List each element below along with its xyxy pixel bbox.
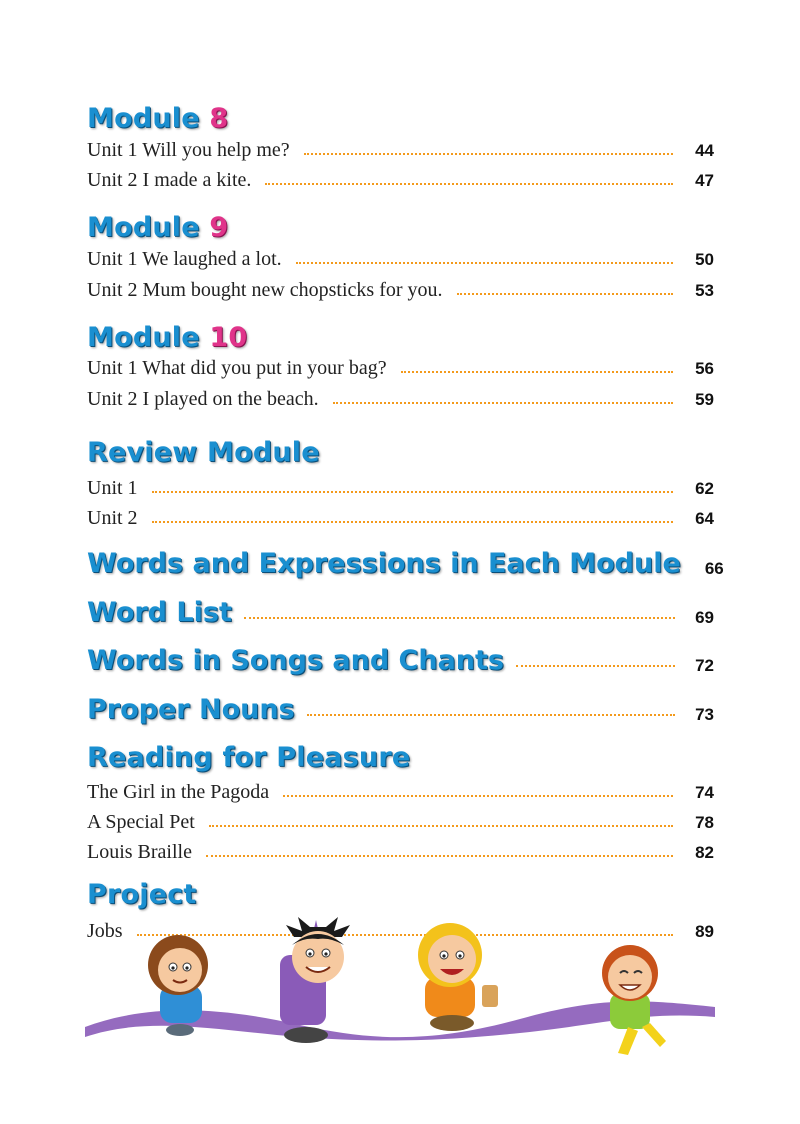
toc-label: Louis Braille xyxy=(87,841,192,863)
dot-leader xyxy=(152,491,673,493)
module-9-heading xyxy=(87,214,228,241)
toc-section-row[interactable] xyxy=(87,595,714,629)
module-title: Module xyxy=(87,322,200,353)
section-title: Words and Expressions in Each Module xyxy=(87,547,681,579)
toc-row[interactable] xyxy=(87,841,714,867)
toc-label: Unit 2 Mum bought new chopsticks for you. xyxy=(87,279,443,301)
dot-leader xyxy=(304,153,673,155)
toc-label: The Girl in the Pagoda xyxy=(87,781,270,803)
page-number: 47 xyxy=(695,171,714,190)
dot-leader xyxy=(296,262,673,264)
dot-leader xyxy=(401,371,673,373)
module-title: Module xyxy=(87,103,200,134)
review-module-heading: Review Module xyxy=(87,437,320,468)
page-number: 72 xyxy=(695,656,714,675)
dot-leader xyxy=(283,795,673,797)
dot-leader xyxy=(244,617,675,619)
page-number: 69 xyxy=(695,608,714,627)
dot-leader xyxy=(307,714,675,716)
module-title: Module xyxy=(87,212,200,243)
toc-row[interactable] xyxy=(87,279,714,305)
toc-row[interactable] xyxy=(87,781,714,807)
toc-section-row[interactable] xyxy=(87,546,724,580)
dot-leader xyxy=(265,183,673,185)
toc-label: Unit 1 xyxy=(87,477,138,499)
toc-row[interactable] xyxy=(87,507,714,533)
girl-yellow-hair-icon xyxy=(418,923,498,1031)
page-number: 78 xyxy=(695,813,714,832)
page-number: 74 xyxy=(695,783,714,802)
project-heading: Project xyxy=(87,879,197,910)
children-illustration xyxy=(80,915,720,1065)
module-10-heading xyxy=(87,324,247,351)
toc-row[interactable] xyxy=(87,388,714,414)
section-title: Proper Nouns xyxy=(87,693,295,725)
dot-leader xyxy=(209,825,673,827)
module-number: 10 xyxy=(209,322,248,353)
toc-row[interactable] xyxy=(87,811,714,837)
page-number: 66 xyxy=(704,559,724,578)
dot-leader xyxy=(206,855,673,857)
toc-label: Unit 1 What did you put in your bag? xyxy=(87,357,387,379)
toc-section-row[interactable] xyxy=(87,643,714,677)
section-title: Word List xyxy=(87,596,232,628)
page-number: 73 xyxy=(695,705,714,724)
dot-leader xyxy=(152,521,673,523)
page-number: 44 xyxy=(695,141,714,160)
toc-label: A Special Pet xyxy=(87,811,195,833)
page-number: 62 xyxy=(695,479,714,498)
page-number: 89 xyxy=(695,922,714,941)
toc-row[interactable] xyxy=(87,169,714,195)
toc-label: Unit 2 I played on the beach. xyxy=(87,388,319,410)
module-8-heading xyxy=(87,105,228,132)
toc-row[interactable] xyxy=(87,139,714,165)
page-number: 82 xyxy=(695,843,714,862)
section-title: Words in Songs and Chants xyxy=(87,644,504,676)
toc-row[interactable] xyxy=(87,357,714,383)
page-number: 59 xyxy=(695,390,714,409)
page-number: 50 xyxy=(695,250,714,269)
page-number: 64 xyxy=(695,509,714,528)
reading-heading: Reading for Pleasure xyxy=(87,742,411,773)
toc-section-row[interactable] xyxy=(87,692,714,726)
page-number: 56 xyxy=(695,359,714,378)
dot-leader xyxy=(516,665,675,667)
boy-spiky-hair-icon xyxy=(280,917,350,1043)
boy-red-hair-icon xyxy=(602,945,666,1055)
page-number: 53 xyxy=(695,281,714,300)
module-number: 9 xyxy=(209,212,229,243)
dot-leader xyxy=(333,402,673,404)
toc-label: Unit 1 Will you help me? xyxy=(87,139,290,161)
dot-leader xyxy=(457,293,673,295)
module-number: 8 xyxy=(209,103,229,134)
toc-label: Unit 2 xyxy=(87,507,138,529)
toc-label: Unit 2 I made a kite. xyxy=(87,169,252,191)
toc-label: Unit 1 We laughed a lot. xyxy=(87,248,282,270)
toc-row[interactable] xyxy=(87,248,714,274)
toc-label: Jobs xyxy=(87,920,123,942)
toc-row[interactable] xyxy=(87,477,714,503)
